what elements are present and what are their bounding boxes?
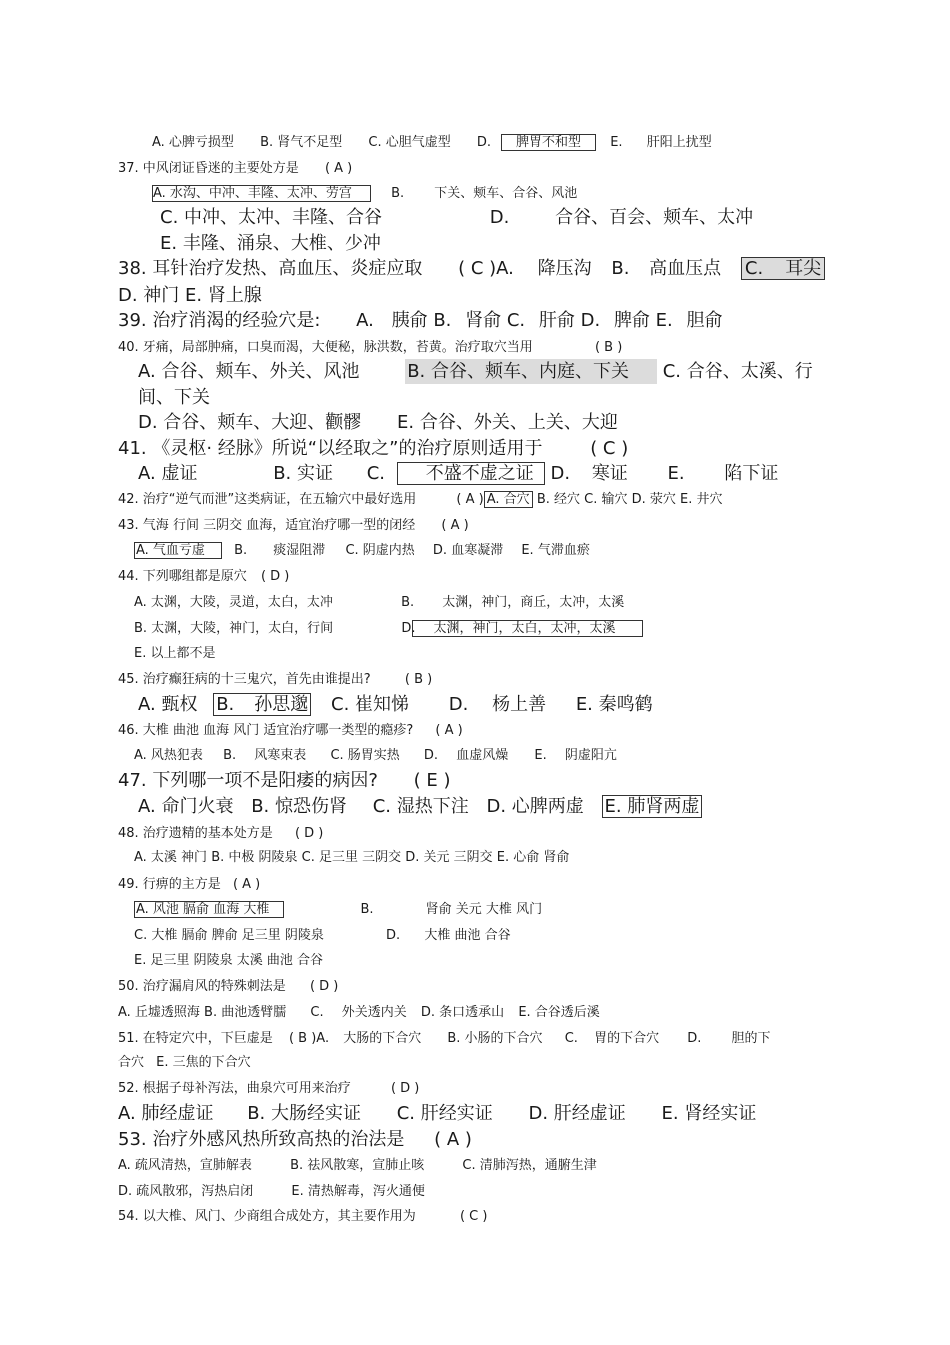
question-54 <box>118 1210 487 1223</box>
option-e: E. 合谷透后溪 <box>518 1005 600 1020</box>
option-d: 脾俞 E. <box>613 310 673 331</box>
option-b: B. 祛风散寒，宣肺止咳 <box>290 1158 425 1173</box>
option-c: C. 肠胃实热 <box>330 748 400 763</box>
q36-options <box>152 136 712 149</box>
question-text: 52. 根据子母补泻法，曲泉穴可用来治疗 <box>118 1081 351 1096</box>
q44-options-2 <box>134 622 643 635</box>
answer-highlight: B. 合谷、颊车、内庭、下关 <box>405 359 657 384</box>
option-c: C. 阴虚内热 <box>345 543 415 558</box>
q49-options-3 <box>134 954 323 967</box>
option-b: 太渊，神门，商丘，太冲，太溪 <box>442 595 625 610</box>
question-text: 49. 行痹的主方是 <box>118 877 221 892</box>
option-e: E. 清热解毒，泻火通便 <box>291 1184 425 1199</box>
answer-key: ( A ) <box>434 1129 472 1150</box>
options-all: A. 太溪 神门 B. 中极 阴陵泉 C. 足三里 三阴交 D. 关元 三阴交 E. 心俞 肾俞 <box>134 850 570 865</box>
option-e-letter: E. <box>667 463 685 484</box>
answer-key: ( A ) <box>324 161 353 176</box>
answer-box: A. 水沟、中冲、丰隆、太冲、劳宫 <box>152 185 371 202</box>
q40-options-3 <box>138 414 618 432</box>
question-50 <box>118 980 338 993</box>
answer-key: ( C ) <box>459 1209 488 1224</box>
option-d: 寒证 <box>591 463 628 484</box>
answer-key: ( B ) <box>594 340 623 355</box>
q51-options-cont <box>118 1056 251 1069</box>
option-c: C. 合谷、太溪、行 <box>662 361 813 382</box>
answer-key: ( D ) <box>390 1081 420 1096</box>
option-e: E. 以上都不是 <box>134 646 216 661</box>
option-c: C. 清肺泻热，通腑生津 <box>462 1158 597 1173</box>
option-d: D. 血寒凝滞 <box>432 543 504 558</box>
answer-key: ( E ) <box>413 770 451 791</box>
option-d-letter: D. <box>476 135 492 150</box>
option-b: 肾俞 关元 大椎 风门 <box>425 902 543 917</box>
option-a: A. 甄权 <box>138 694 198 715</box>
question-text: 46. 大椎 曲池 血海 风门 适宜治疗哪一类型的瘾疹? <box>118 723 414 738</box>
option-a: 大肠的下合穴 <box>343 1031 422 1046</box>
answer-box: C. 耳尖 <box>741 257 825 280</box>
option-a: A. 心脾亏损型 <box>152 135 234 150</box>
question-51 <box>118 1032 771 1045</box>
answer-key: ( A ) <box>232 877 261 892</box>
option-b-letter: B. <box>360 902 374 917</box>
answer-key: ( B )A. <box>288 1031 330 1046</box>
option-a: A. 疏风清热，宣肺解表 <box>118 1158 252 1173</box>
question-text: 41. 《灵枢· 经脉》所说“以经取之”的治疗原则适用于 <box>118 438 543 459</box>
option-b: B. 实证 <box>273 463 333 484</box>
option-b: 痰湿阻滞 <box>273 543 326 558</box>
option-c: C. 心胆气虚型 <box>368 135 451 150</box>
answer-box: E. 肺肾两虚 <box>602 795 703 818</box>
option-e: 阴虚阳亢 <box>564 748 617 763</box>
option-d: D. 疏风散邪，泻热启闭 <box>118 1184 254 1199</box>
option-c-letter: C. <box>564 1031 578 1046</box>
question-text: 50. 治疗漏肩风的特殊刺法是 <box>118 979 286 994</box>
option-a: A. 虚证 <box>138 463 198 484</box>
q40-options-2 <box>138 389 210 407</box>
question-44 <box>118 570 289 583</box>
q37-options-3 <box>160 235 381 253</box>
option-b-letter: B. <box>391 186 405 201</box>
option-c-letter: C. <box>366 463 386 484</box>
question-text: 37. 中风闭证昏迷的主要处方是 <box>118 161 299 176</box>
question-text: 42. 治疗“逆气而泄”这类病证，在五输穴中最好选用 <box>118 492 417 507</box>
option-e: E. 丰隆、涌泉、大椎、少冲 <box>160 233 381 254</box>
question-text: 53. 治疗外感风热所致高热的治法是 <box>118 1129 405 1150</box>
q37-options-1 <box>152 187 577 200</box>
q38-options <box>118 287 262 305</box>
option-c: 肝俞 D. <box>538 310 601 331</box>
option-d: D. 心脾两虚 <box>486 796 584 817</box>
option-b: 风寒束表 <box>254 748 307 763</box>
option-c: 胃的下合穴 <box>594 1031 660 1046</box>
question-37 <box>118 162 352 175</box>
option-c-cont: 间、下关 <box>138 387 210 408</box>
answer-box: A. 风池 膈俞 血海 大椎 <box>134 901 284 918</box>
question-48 <box>118 827 323 840</box>
answer-box: 不盛不虚之证 <box>397 462 545 485</box>
question-text: 54. 以大椎、风门、少商组合成处方，其主要作用为 <box>118 1209 416 1224</box>
option-e: E. 三焦的下合穴 <box>156 1055 251 1070</box>
q48-options <box>134 851 569 864</box>
option-b: 肾俞 C. <box>465 310 526 331</box>
option-a: A. 肺经虚证 <box>118 1103 214 1124</box>
option-a: 降压沟 <box>537 258 592 279</box>
option-e: E. 肾经实证 <box>661 1103 757 1124</box>
q46-options <box>134 749 617 762</box>
question-text: 48. 治疗遗精的基本处方是 <box>118 826 273 841</box>
q43-options <box>134 544 590 557</box>
option-e: E. 足三里 阴陵泉 太溪 曲池 合谷 <box>134 953 324 968</box>
question-53 <box>118 1131 472 1149</box>
option-a: A. 合谷、颊车、外关、风池 <box>138 361 360 382</box>
option-b: 高血压点 <box>649 258 722 279</box>
option-a: A. 命门火衰 <box>138 796 234 817</box>
option-d-cont: 合穴 <box>118 1055 145 1070</box>
option-d: D. 合谷、颊车、大迎、颧髎 <box>138 412 362 433</box>
other-options: B. 经穴 C. 输穴 D. 荥穴 E. 井穴 <box>536 492 723 507</box>
question-43 <box>118 519 469 532</box>
question-text: 44. 下列哪组都是原穴 <box>118 569 247 584</box>
option-d-e: D. 神门 E. 肾上腺 <box>118 285 262 306</box>
option-e: E. 合谷、外关、上关、大迎 <box>397 412 618 433</box>
q45-options <box>138 696 653 714</box>
q50-options <box>118 1006 600 1019</box>
option-a-b: A. 丘墟透照海 B. 曲池透臂臑 <box>118 1005 287 1020</box>
option-c: B. 太渊，大陵，神门，太白，行间 <box>134 621 334 636</box>
option-b: B. 肾气不足型 <box>260 135 343 150</box>
option-b: 下关、颊车、合谷、风池 <box>434 186 578 201</box>
answer-key: ( D ) <box>309 979 339 994</box>
option-b-letter: B. <box>223 748 237 763</box>
option-a: A. 风热犯表 <box>134 748 203 763</box>
option-e: 肝阳上扰型 <box>646 135 712 150</box>
option-a: 胰俞 B. <box>391 310 452 331</box>
option-b-letter: B. <box>234 543 248 558</box>
question-text: 39. 治疗消渴的经验穴是: <box>118 310 321 331</box>
option-d: 血虚风燥 <box>456 748 509 763</box>
q53-options-1 <box>118 1159 597 1172</box>
answer-box: A. 合穴 <box>484 491 533 508</box>
answer-box: 太渊，神门，太白，太冲，太溪 <box>412 620 642 637</box>
option-d-letter: D. <box>423 748 439 763</box>
option-c: C. 中冲、太冲、丰隆、合谷 <box>160 207 383 228</box>
answer-box: 脾胃不和型 <box>501 134 596 151</box>
option-c: C. 肝经实证 <box>396 1103 493 1124</box>
option-e-letter: E. <box>610 135 623 150</box>
question-text: 40. 牙痛，局部肿痛，口臭而渴，大便秘，脉洪数，苔黄。治疗取穴当用 <box>118 340 533 355</box>
q53-options-2 <box>118 1185 425 1198</box>
option-c: C. 崔知悌 <box>331 694 410 715</box>
question-46 <box>118 724 463 737</box>
answer-key: ( D ) <box>260 569 290 584</box>
answer-key: ( A ) <box>435 723 463 738</box>
question-text: 43. 气海 行间 三阴交 血海，适宜治疗哪一型的闭经 <box>118 518 416 533</box>
option-d-letter: D. <box>401 621 416 636</box>
answer-key: ( A ) <box>441 518 469 533</box>
option-d-letter: D. <box>386 928 401 943</box>
option-e: E. 秦鸣鹤 <box>575 694 653 715</box>
question-39 <box>118 312 723 330</box>
q52-options <box>118 1105 756 1123</box>
answer-key: ( C ) <box>590 438 629 459</box>
option-d: D. 肝经虚证 <box>528 1103 626 1124</box>
option-a-letter: A. <box>356 310 374 331</box>
q44-options-1 <box>134 596 624 609</box>
q49-options-1 <box>134 903 542 916</box>
q44-options-3 <box>134 647 215 660</box>
question-52 <box>118 1082 419 1095</box>
q41-options <box>138 465 778 483</box>
option-d-letter: D. <box>448 694 469 715</box>
option-b: B. 小肠的下合穴 <box>447 1031 543 1046</box>
option-c: 外关透内关 <box>341 1005 407 1020</box>
option-d: 杨上善 <box>492 694 547 715</box>
q49-options-2 <box>134 929 511 942</box>
question-text: 51. 在特定穴中，下巨虚是 <box>118 1031 273 1046</box>
option-a: A. 太渊，大陵，灵道，太白，太冲 <box>134 595 333 610</box>
option-d: 合谷、百会、颊车、太冲 <box>555 207 754 228</box>
question-42 <box>118 493 723 506</box>
q47-options <box>138 798 702 816</box>
option-b-letter: B. <box>401 595 415 610</box>
answer-key: ( A ) <box>456 492 484 507</box>
option-e: 陷下证 <box>724 463 779 484</box>
option-d: 大椎 曲池 合谷 <box>424 928 511 943</box>
question-45 <box>118 673 432 686</box>
option-e-letter: E. <box>534 748 547 763</box>
option-c-letter: C. <box>310 1005 324 1020</box>
question-text: 45. 治疗癫狂病的十三鬼穴，首先由谁提出? <box>118 672 371 687</box>
answer-key: ( C )A. <box>458 258 514 279</box>
option-d: 胆的下 <box>731 1031 771 1046</box>
answer-box: B. 孙思邈 <box>213 693 311 716</box>
q40-options-1 <box>138 363 813 381</box>
option-e: 胆俞 <box>686 310 723 331</box>
option-d-letter: D. <box>550 463 571 484</box>
option-c: C. 湿热下注 <box>372 796 469 817</box>
option-c: C. 大椎 膈俞 脾俞 足三里 阴陵泉 <box>134 928 324 943</box>
option-d-letter: D. <box>489 207 510 228</box>
option-e: E. 气滞血瘀 <box>521 543 590 558</box>
question-text: 47. 下列哪一项不是阳痿的病因? <box>118 770 378 791</box>
question-text: 38. 耳针治疗发热、高血压、炎症应取 <box>118 258 423 279</box>
question-40 <box>118 341 622 354</box>
option-b: B. 大肠经实证 <box>247 1103 361 1124</box>
answer-key: ( D ) <box>294 826 324 841</box>
question-47 <box>118 772 451 790</box>
option-b: B. 惊恐伤肾 <box>251 796 347 817</box>
option-d-letter: D. <box>687 1031 702 1046</box>
q37-options-2 <box>160 209 753 227</box>
option-d: D. 条口透承山 <box>420 1005 505 1020</box>
answer-key: ( B ) <box>404 672 433 687</box>
question-41 <box>118 440 628 458</box>
question-49 <box>118 878 260 891</box>
question-38 <box>118 260 825 278</box>
option-b-letter: B. <box>611 258 630 279</box>
answer-box: A. 气血亏虚 <box>134 542 222 559</box>
